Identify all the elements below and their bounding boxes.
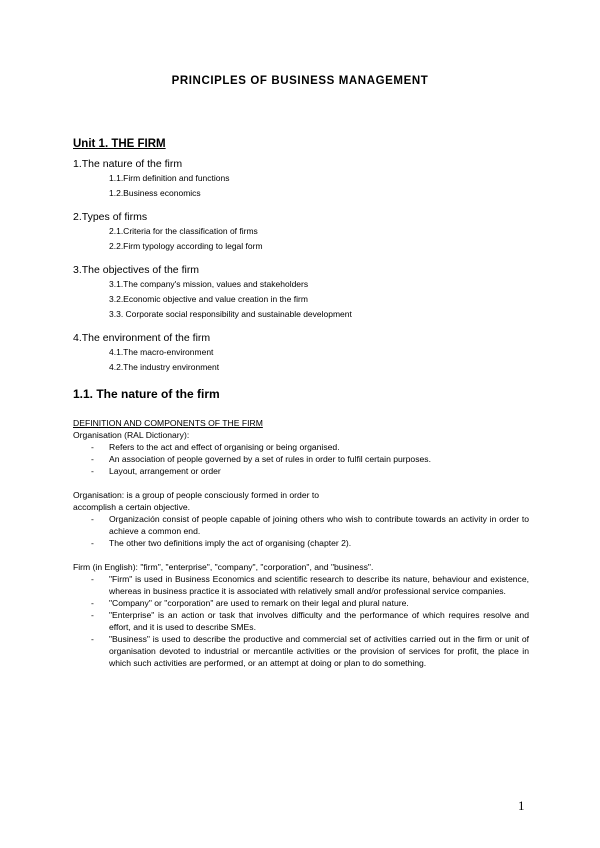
toc-sub-item: 3.3. Corporate social responsibility and sustainable development [109,308,352,319]
list-item: - "Enterprise" is an action or task that involves difficulty and the performance of which requires resolve and effort, and it is used to describe SMEs. [73,609,529,633]
list-item: - The other two definitions imply the act of organising (chapter 2). [73,537,529,549]
bullet-list [73,441,529,477]
table-of-contents [73,155,543,374]
list-item: - Layout, arrangement or order [73,465,529,477]
toc-main-item: 2.Types of firms [73,211,148,224]
paragraph: Organisation: is a group of people consciously formed in order to [73,490,320,500]
paragraph: accomplish a certain objective. [73,502,191,512]
list-item: - "Business" is used to describe the productive and commercial set of activities carried out in the firm or unit of organisation devoted to industrial or mercantile activities or the provision of services for profit, the place in which such activities are performed, or an attempt at doing or plan to do something. [73,633,529,669]
toc-sub-item: 1.2.Business economics [109,187,201,198]
toc-sub-item: 2.1.Criteria for the classification of firms [109,226,258,237]
section-heading: 1.1. The nature of the firm [73,387,220,401]
section-body [73,417,529,669]
list-item: - Organización consist of people capable of joining others who wish to contribute towards an activity in order to achieve a common end. [73,513,529,537]
bullet-list [73,573,529,669]
bullet-list [73,513,529,549]
toc-section [73,157,543,200]
list-item: - "Company" or "corporation" are used to remark on their legal and plural nature. [73,597,529,609]
toc-section [73,331,543,374]
list-item: - An association of people governed by a set of rules in order to fulfil certain purposes. [73,453,529,465]
paragraph: Firm (in English): "firm", "enterprise", "company", "corporation", and "business". [73,562,374,572]
toc-main-item: 3.The objectives of the firm [73,264,200,277]
page-number: 1 [518,798,525,813]
toc-sub-item: 1.1.Firm definition and functions [109,173,230,183]
toc-main-item: 1.The nature of the firm [73,158,183,170]
unit-heading: Unit 1. THE FIRM [73,138,166,150]
toc-sub-item: 4.2.The industry environment [109,361,220,372]
list-item: - "Firm" is used in Business Economics and scientific research to describe its nature, behaviour and existence, whereas in business practice it is associated with relatively small and/or professional service companies. [73,573,529,597]
toc-section [73,263,543,321]
document-title: PRINCIPLES OF BUSINESS MANAGEMENT [171,75,429,87]
toc-sub-item: 2.2.Firm typology according to legal form [109,240,263,251]
paragraph: Organisation (RAL Dictionary): [73,430,190,440]
toc-section [73,210,543,253]
toc-sub-item: 3.1.The company's mission, values and stakeholders [109,279,309,290]
toc-sub-item: 3.2.Economic objective and value creation in the firm [109,293,308,304]
subheading: DEFINITION AND COMPONENTS OF THE FIRM [73,418,263,428]
list-item: - Refers to the act and effect of organising or being organised. [73,441,529,453]
toc-sub-item: 4.1.The macro-environment [109,347,214,358]
toc-main-item: 4.The environment of the firm [73,332,211,345]
